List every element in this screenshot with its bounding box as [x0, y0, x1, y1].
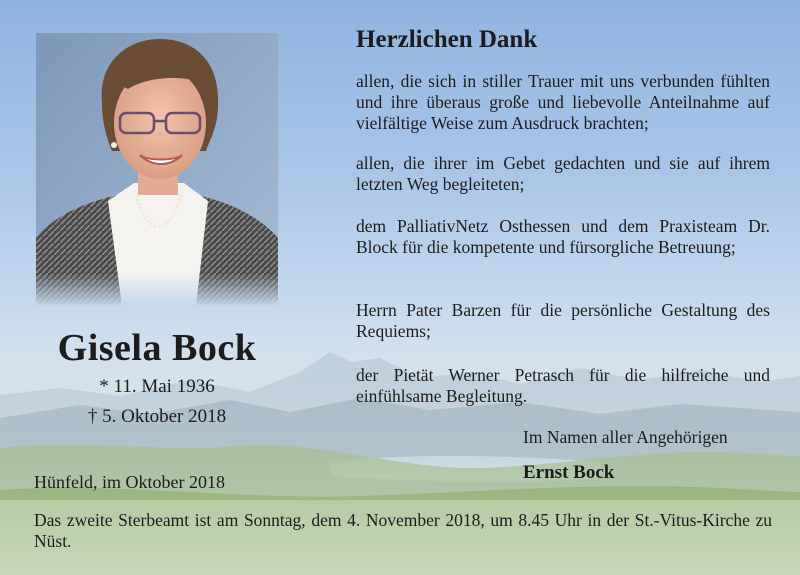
funeral-note: Das zweite Sterbeamt ist am Sonntag, dem 4. November 2018, um 8.45 Uhr in der St.-Vitus-Kirche zu Nüst. [34, 510, 772, 551]
signature-name: Ernst Bock [523, 462, 615, 483]
place-and-date: Hünfeld, im Oktober 2018 [34, 472, 225, 492]
signature-intro: Im Namen aller Angehörigen [523, 427, 728, 447]
thanks-paragraph: der Pietät Werner Petrasch für die hilfreiche und einfühlsame Begleitung. [356, 365, 770, 406]
portrait-photo [36, 33, 278, 306]
thanks-paragraph: dem PalliativNetz Osthessen und dem Praxisteam Dr. Block für die kompetente und fürsorgliche Betreuung; [356, 216, 770, 257]
deceased-name: Gisela Bock [57, 327, 257, 369]
thanks-paragraph: allen, die sich in stiller Trauer mit uns verbunden fühlten und ihre überaus große und liebevolle Anteilnahme auf vielfältige Weise zum Ausdruck brachten; [356, 71, 770, 133]
thanks-paragraph: Herrn Pater Barzen für die persönliche Gestaltung des Requiems; [356, 300, 770, 341]
thanks-paragraph: allen, die ihrer im Gebet gedachten und sie auf ihrem letzten Weg begleiteten; [356, 153, 770, 194]
death-date: † 5. Oktober 2018 [87, 406, 227, 427]
thanks-title: Herzlichen Dank [356, 26, 538, 53]
birth-date: * 11. Mai 1936 [99, 376, 215, 397]
